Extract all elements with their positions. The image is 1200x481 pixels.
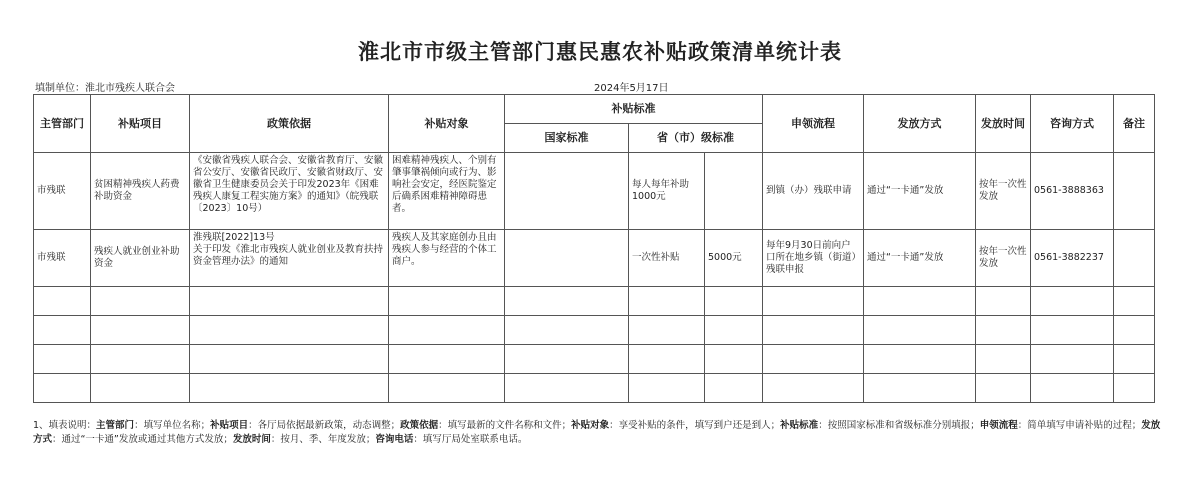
notes-key: 补贴标准 [780,420,819,431]
header-process: 申领流程 [763,95,864,153]
notes-key: 补贴项目 [210,420,249,431]
cell-method: 通过“一卡通”发放 [864,153,976,230]
notes-value: ：通过“一卡通”发放或通过其他方式发放； [52,434,233,445]
cell-target-text: 困难精神残疾人、个别有肇事肇祸倾向或行为、影响社会安定，经医院鉴定后确系困难精神障碍患者。 [392,155,497,214]
cell-method: 通过“一卡通”发放 [864,230,976,287]
cell-remark [1114,230,1155,287]
cell-remark [1114,153,1155,230]
cell-national [505,153,629,230]
cell-time: 按年一次性发放 [976,153,1031,230]
notes-value: ：简单填写申请补贴的过程； [1017,420,1142,431]
notes-value: ：各厅局依据最新政策，动态调整； [248,420,401,431]
header-method: 发放方式 [864,95,976,153]
cell-national [505,230,629,287]
header-provincial: 省（市）级标准 [629,124,763,153]
notes-prefix: 1、填表说明： [33,420,97,431]
cell-item: 贫困精神残疾人药费补助资金 [91,153,190,230]
notes-key: 政策依据 [400,420,439,431]
cell-basis-text: 淮残联[2022]13号 关于印发《淮北市残疾人就业创业及教育扶持资金管理办法》的通知 [193,232,384,267]
empty-row [34,374,1155,403]
cell-process: 到镇（办）残联申请 [763,153,864,230]
notes-key: 咨询电话 [375,434,414,445]
cell-contact: 0561-3882237 [1031,230,1114,287]
cell-time: 按年一次性发放 [976,230,1031,287]
notes-key: 主管部门 [96,420,135,431]
cell-provincial-b [705,153,763,230]
notes-value: ：按月、季、年度发放； [270,434,376,445]
header-contact: 咨询方式 [1031,95,1114,153]
empty-row [34,345,1155,374]
cell-basis [190,153,389,230]
notes-value: ：填写最新的文件名称和文件； [438,420,572,431]
header-remark: 备注 [1114,95,1155,153]
header-dept: 主管部门 [34,95,91,153]
cell-process: 每年9月30日前向户口所在地乡镇（街道）残联申报 [763,230,864,287]
empty-row [34,287,1155,316]
cell-provincial-a: 一次性补贴 [629,230,705,287]
empty-row [34,316,1155,345]
cell-target-text: 残疾人及其家庭创办且由残疾人参与经营的个体工商户。 [392,232,497,267]
cell-provincial-b: 5000元 [705,230,763,287]
notes-key: 补贴对象 [571,420,610,431]
cell-item: 残疾人就业创业补助资金 [91,230,190,287]
header-time: 发放时间 [976,95,1031,153]
notes-value: ：填写厅局处室联系电话。 [413,434,528,445]
cell-target [389,153,505,230]
fill-instructions [33,419,1163,447]
cell-basis [190,230,389,287]
fill-unit: 填制单位：淮北市残疾人联合会 [35,83,175,94]
cell-contact: 0561-3888363 [1031,153,1114,230]
notes-value: ：享受补贴的条件，填写到户还是到人； [609,420,781,431]
header-item: 补贴项目 [91,95,190,153]
notes-key: 申领流程 [979,420,1018,431]
notes-key: 发放方式 [33,420,1161,445]
table-row [34,153,1155,230]
table-row [34,230,1155,287]
cell-basis-text: 《安徽省残疾人联合会、安徽省教育厅、安徽省公安厅、安徽省民政厅、安徽省财政厅、安徽省卫生健康委员会关于印发2023年《困难残疾人康复工程实施方案》的通知》（皖残联〔2023〕10号） [193,155,384,214]
notes-value: ：填写单位名称； [134,420,211,431]
cell-target [389,230,505,287]
header-row [34,95,1155,124]
header-target: 补贴对象 [389,95,505,153]
cell-provincial-a: 每人每年补助1000元 [629,153,705,230]
fill-date: 2024年5月17日 [594,83,669,94]
header-national: 国家标准 [505,124,629,153]
subsidy-table [33,94,1155,403]
notes-value: ：按照国家标准和省级标准分别填报； [818,420,980,431]
cell-dept: 市残联 [34,153,91,230]
page-title: 淮北市市级主管部门惠民惠农补贴政策清单统计表 [358,40,842,64]
cell-dept: 市残联 [34,230,91,287]
notes-key: 发放时间 [232,434,271,445]
header-basis: 政策依据 [190,95,389,153]
header-standard: 补贴标准 [505,95,763,124]
